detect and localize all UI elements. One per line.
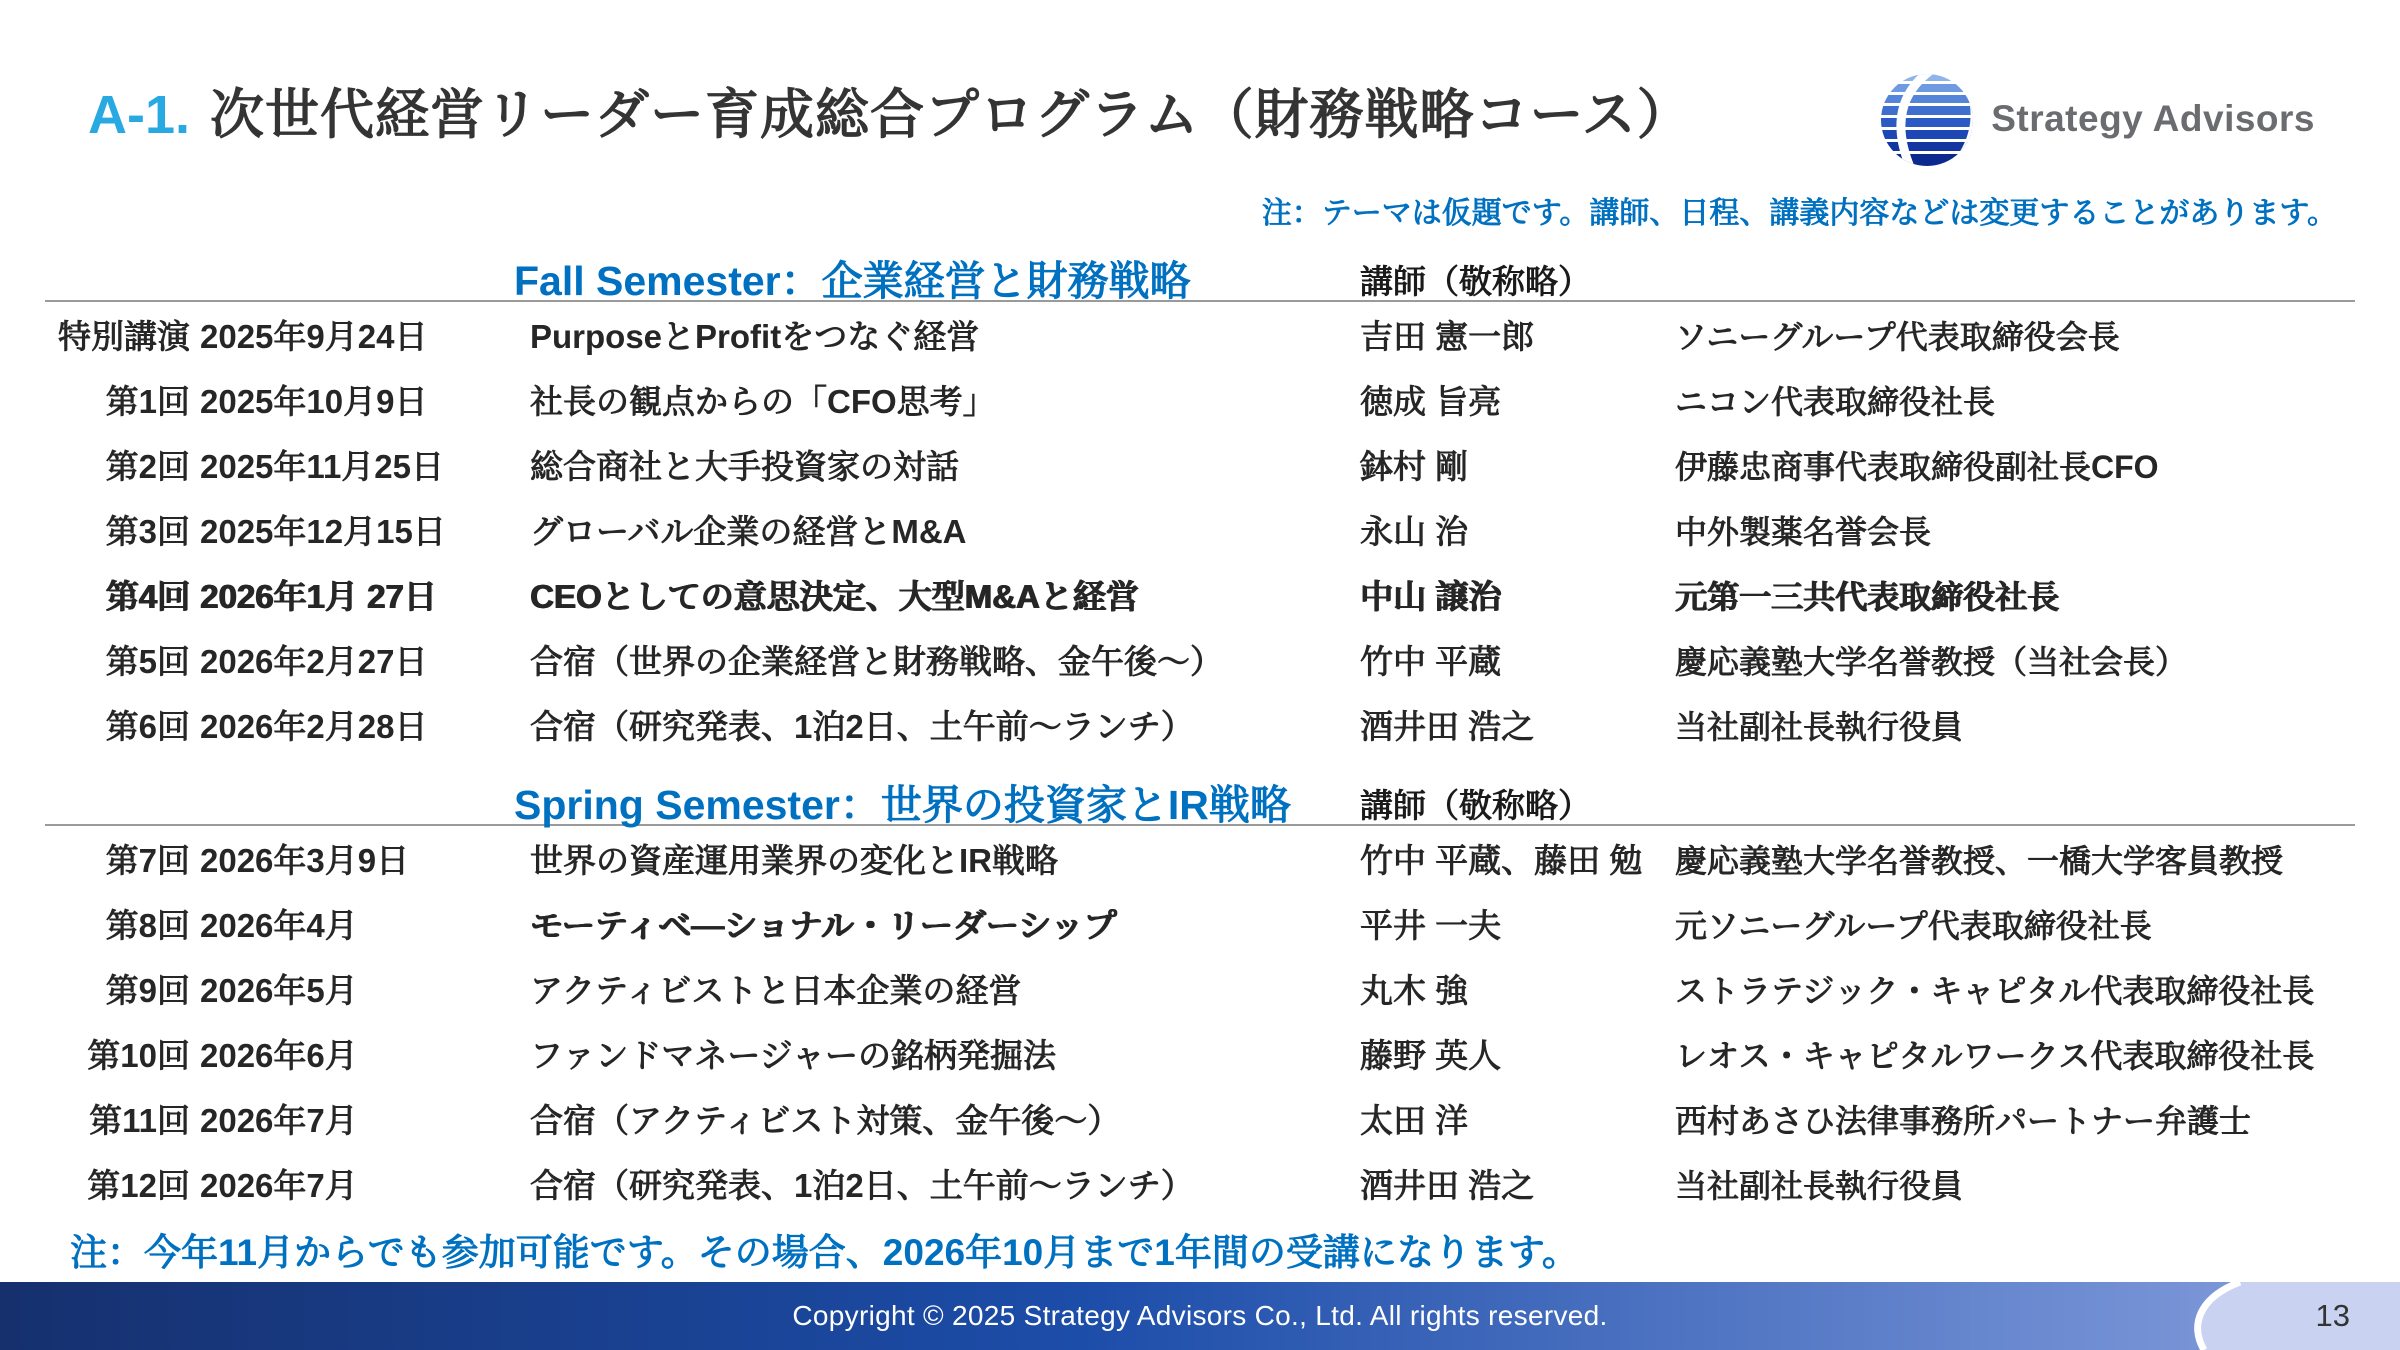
session-theme: グローバル企業の経営とM&A (530, 513, 967, 550)
session-theme: ファンドマネージャーの銘柄発掘法 (530, 1037, 1057, 1074)
spring-semester-heading: Spring Semester：世界の投資家とIR戦略 (514, 782, 1291, 828)
session-label: 第5回 (105, 643, 190, 680)
lecturer-name: 平井 一夫 (1360, 907, 1502, 944)
session-date: 2025年9月24日 (200, 318, 428, 355)
session-label: 第10回 (87, 1037, 190, 1074)
session-label: 第7回 (105, 842, 190, 879)
copyright-text: Copyright © 2025 Strategy Advisors Co., Ltd. All rights reserved. (792, 1300, 1608, 1331)
lecturer-title: 慶応義塾大学名誉教授（当社会長） (1675, 643, 2188, 680)
session-date: 2026年2月27日 (200, 643, 428, 680)
lecturer-title: レオス・キャピタルワークス代表取締役社長 (1675, 1037, 2315, 1074)
schedule-row (0, 432, 2400, 497)
session-date: 2026年3月9日 (200, 842, 410, 879)
lecturer-name: 太田 洋 (1360, 1102, 1469, 1139)
page-number: 13 (2315, 1298, 2350, 1333)
footer-bar (0, 1282, 2400, 1350)
fall-section-header-row (0, 248, 2400, 304)
session-date: 2026年7月 (200, 1102, 358, 1139)
schedule-row (0, 891, 2400, 956)
session-theme: 合宿（研究発表、1泊2日、土午前～ランチ） (530, 1167, 1194, 1204)
spring-schedule-rows (0, 826, 2400, 1216)
lecturer-title: 元ソニーグループ代表取締役社長 (1675, 907, 2152, 944)
lecturer-title: ソニーグループ代表取締役会長 (1675, 318, 2120, 355)
lecturer-name: 竹中 平蔵、藤田 勉 (1360, 842, 1643, 879)
schedule-row (0, 1021, 2400, 1086)
schedule-row (0, 1086, 2400, 1151)
lecturer-name: 吉田 憲一郎 (1360, 318, 1535, 355)
session-date: 2025年11月25日 (200, 448, 445, 485)
session-theme: 総合商社と大手投資家の対話 (530, 448, 959, 485)
session-label: 第2回 (105, 448, 190, 485)
schedule-row (0, 692, 2400, 757)
session-date: 2026年6月 (200, 1037, 358, 1074)
lecturer-name: 藤野 英人 (1360, 1037, 1502, 1074)
lecturer-title: 伊藤忠商事代表取締役副社長CFO (1675, 448, 2159, 485)
title-number: A-1. (88, 85, 191, 145)
session-theme: 世界の資産運用業界の変化とIR戦略 (530, 842, 1058, 879)
company-logo (1879, 68, 2315, 170)
schedule-row (0, 497, 2400, 562)
lecturer-title: 当社副社長執行役員 (1675, 708, 1964, 745)
session-label: 第6回 (105, 708, 190, 745)
session-label: 第11回 (89, 1102, 190, 1139)
session-date: 2026年1月 27日 (200, 578, 437, 615)
lecturer-column-heading: 講師（敬称略） (1360, 787, 1591, 824)
session-label: 第9回 (105, 972, 190, 1009)
lecturer-name: 鉢村 剛 (1360, 448, 1469, 485)
session-label: 第1回 (105, 383, 190, 420)
fall-semester-section (0, 248, 2400, 757)
session-label: 第3回 (105, 513, 190, 550)
schedule-row (0, 1151, 2400, 1216)
lecturer-title: ストラテジック・キャピタル代表取締役社長 (1675, 972, 2315, 1009)
session-date: 2026年5月 (200, 972, 358, 1009)
lecturer-column-heading: 講師（敬称略） (1360, 263, 1591, 300)
session-date: 2026年2月28日 (200, 708, 428, 745)
company-logo-text: Strategy Advisors (1991, 98, 2315, 139)
title-text: 次世代経営リーダー育成総合プログラム（財務戦略コース） (210, 85, 1692, 145)
lecturer-title: 西村あさひ法律事務所パートナー弁護士 (1675, 1102, 2252, 1139)
lecturer-name: 竹中 平蔵 (1360, 643, 1502, 680)
session-theme: モーティベ―ショナル・リーダーシップ (530, 907, 1117, 944)
session-theme: PurposeとProfitをつなぐ経営 (530, 318, 980, 355)
disclaimer-note: 注：テーマは仮題です。講師、日程、講義内容などは変更することがあります。 (1261, 197, 2337, 230)
session-label: 第12回 (87, 1167, 190, 1204)
session-date: 2025年10月9日 (200, 383, 428, 420)
session-theme: アクティビストと日本企業の経営 (530, 972, 1022, 1009)
session-date: 2026年4月 (200, 907, 358, 944)
session-label: 特別講演 (58, 318, 190, 355)
lecturer-name: 丸木 強 (1360, 972, 1469, 1009)
session-theme: 合宿（世界の企業経営と財務戦略、金午後～） (530, 643, 1223, 680)
participation-note: 注：今年11月からでも参加可能です。その場合、2026年10月まで1年間の受講になります。 (70, 1232, 1579, 1273)
spring-semester-section (0, 772, 2400, 1216)
schedule-row (0, 826, 2400, 891)
lecturer-title: 当社副社長執行役員 (1675, 1167, 1964, 1204)
session-theme: CEOとしての意思決定、大型M&Aと経営 (530, 578, 1139, 615)
globe-logo-icon (1879, 68, 1975, 170)
schedule-row (0, 302, 2400, 367)
lecturer-name: 徳成 旨亮 (1360, 383, 1502, 420)
lecturer-name: 永山 治 (1360, 513, 1469, 550)
lecturer-title: ニコン代表取締役社長 (1675, 383, 1996, 420)
lecturer-title: 元第一三共代表取締役社長 (1675, 578, 2060, 615)
page-title (88, 72, 1692, 149)
lecturer-name: 中山 譲治 (1360, 578, 1502, 615)
schedule-row (0, 956, 2400, 1021)
session-date: 2025年12月15日 (200, 513, 446, 550)
fall-semester-heading: Fall Semester：企業経営と財務戦略 (514, 258, 1191, 304)
lecturer-title: 慶応義塾大学名誉教授、一橋大学客員教授 (1675, 842, 2284, 879)
schedule-row (0, 627, 2400, 692)
session-theme: 合宿（アクティビスト対策、金午後～） (530, 1102, 1121, 1139)
fall-schedule-rows (0, 302, 2400, 757)
session-label: 第8回 (105, 907, 190, 944)
lecturer-name: 酒井田 浩之 (1360, 1167, 1535, 1204)
schedule-row (0, 562, 2400, 627)
schedule-row (0, 367, 2400, 432)
lecturer-title: 中外製薬名誉会長 (1675, 513, 1932, 550)
session-theme: 合宿（研究発表、1泊2日、土午前～ランチ） (530, 708, 1194, 745)
spring-section-header-row (0, 772, 2400, 828)
session-theme: 社長の観点からの「CFO思考」 (530, 383, 996, 420)
session-date: 2026年7月 (200, 1167, 358, 1204)
lecturer-name: 酒井田 浩之 (1360, 708, 1535, 745)
session-label: 第4回 (105, 578, 190, 615)
